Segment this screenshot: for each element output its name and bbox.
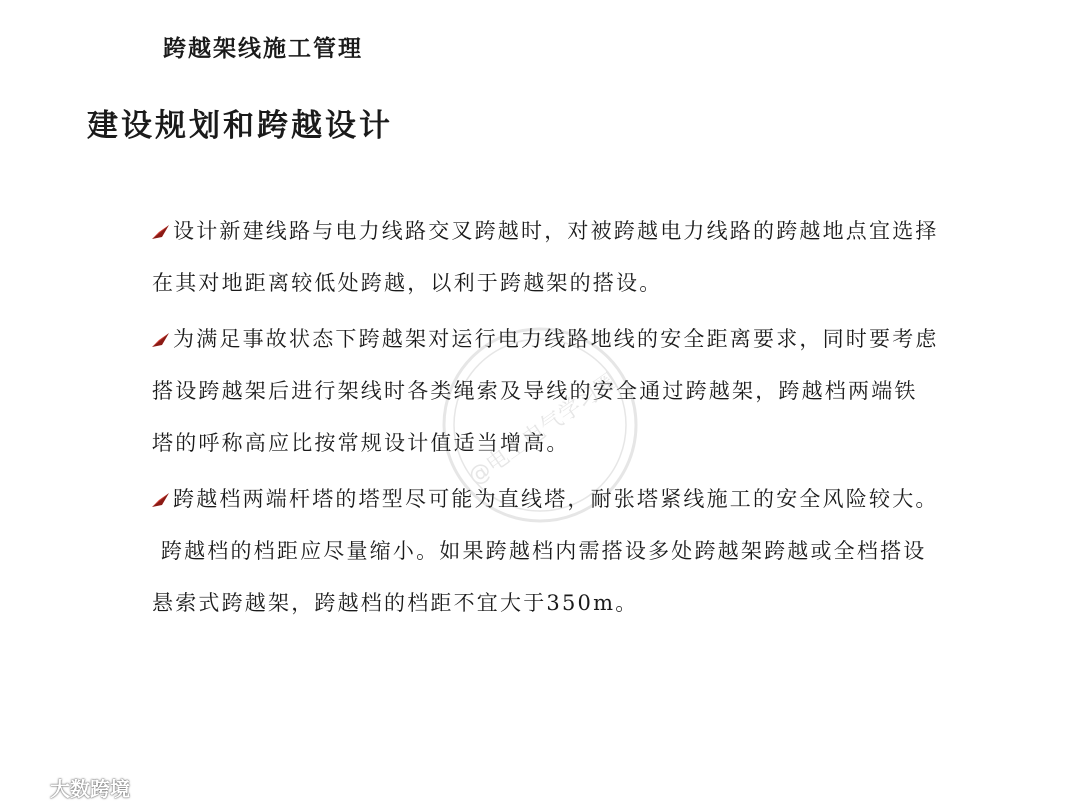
bullet-line: 为满足事故状态下跨越架对运行电力线路地线的安全距离要求，同时要考虑	[173, 327, 939, 351]
bullet-line: 搭设跨越架后进行架线时各类绳索及导线的安全通过跨越架，跨越档两端铁	[152, 379, 918, 403]
bullet-item	[152, 205, 1070, 309]
corner-brand-text: 大数跨境	[50, 777, 130, 801]
section-title: 建设规划和跨越设计	[87, 108, 393, 144]
red-arrow-icon	[152, 491, 169, 507]
corner-brand	[8, 773, 130, 802]
bullet-line: 跨越档两端杆塔的塔型尽可能为直线塔，耐张塔紧线施工的安全风险较大。	[173, 487, 939, 511]
header-title: 跨越架线施工管理	[163, 35, 363, 62]
brand-logo-icon	[8, 776, 44, 800]
bullet-line: 跨越档的档距应尽量缩小。如果跨越档内需搭设多处跨越架跨越或全档搭设	[152, 539, 927, 563]
bullet-line: 设计新建线路与电力线路交叉跨越时，对被跨越电力线路的跨越地点宜选择	[173, 219, 939, 243]
watermark-stamp	[440, 325, 640, 525]
watermark-text: @电工电气学习圈	[463, 368, 623, 491]
red-arrow-icon	[152, 331, 169, 347]
red-arrow-icon	[152, 223, 169, 239]
bullet-line: 在其对地距离较低处跨越，以利于跨越架的搭设。	[152, 271, 663, 295]
bullet-line: 悬索式跨越架，跨越档的档距不宜大于350m。	[152, 591, 639, 615]
bullet-line: 塔的呼称高应比按常规设计值适当增高。	[152, 431, 570, 455]
